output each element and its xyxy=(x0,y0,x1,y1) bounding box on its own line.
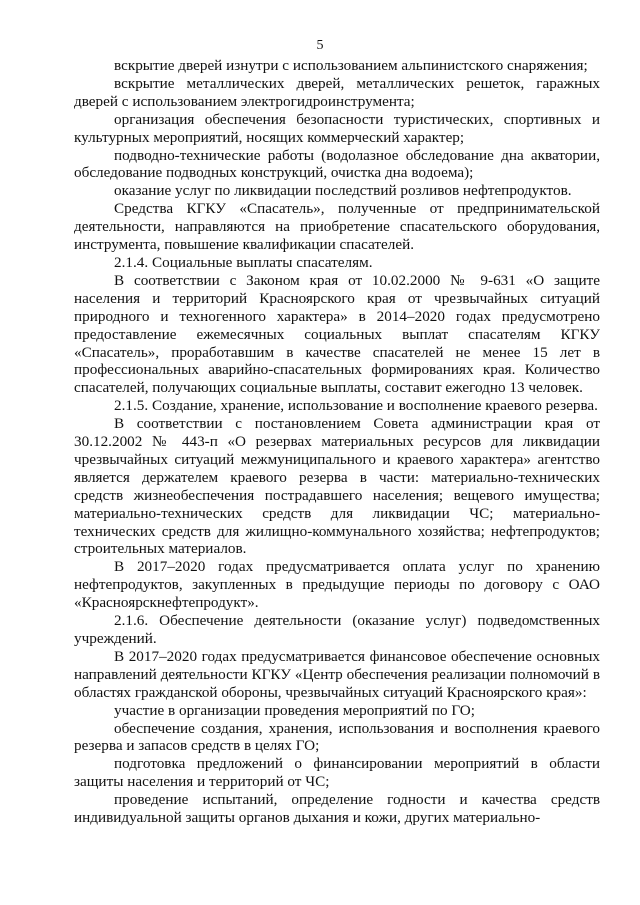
paragraph: вскрытие дверей изнутри с использованием альпинистского снаряжения; xyxy=(114,57,588,74)
section-heading: 2.1.6. Обеспечение деятельности (оказание услуг) подведомственных учреждений. xyxy=(74,612,600,647)
paragraph: организация обеспечения безопасности туристических, спортивных и культурных мероприятий, носящих коммерческий характер; xyxy=(74,110,600,146)
list-item: обеспечение создания, хранения, использования и восполнения краевого резерва и запасов средств в целях ГО; xyxy=(74,719,600,755)
list-item: подготовка предложений о финансировании мероприятий в области защиты населения и территорий от ЧС; xyxy=(74,755,600,791)
paragraph: оказание услуг по ликвидации последствий розливов нефтепродуктов. xyxy=(114,182,572,200)
paragraph: В соответствии с постановлением Совета администрации края от 30.12.2002 № 443-п «О резервах материальных ресурсов для ликвидации чрезвычайных ситуаций межмуниципального и краевого характера» агентство является держателем краевого резерва в части: материально-технических средств жизнеобеспечения пострадавшего населения; вещевого имущества; материально-технических средств для ликвидации ЧС; материально-технических средств для жилищно-коммунального хозяйства; нефтепродуктов; строительных материалов. xyxy=(74,415,600,558)
paragraph: Средства КГКУ «Спасатель», полученные от предпринимательской деятельности, направляются на приобретение спасательского оборудования, инструмента, повышение квалификации спасателей. xyxy=(74,200,600,254)
page-number: 5 xyxy=(316,38,324,53)
list-item: участие в организации проведения мероприятий по ГО; xyxy=(114,701,475,719)
paragraph: подводно-технические работы (водолазное обследование дна акватории, обследование подводных конструкций, очистка дна водоема); xyxy=(74,146,600,182)
section-heading: 2.1.5. Создание, хранение, использование и восполнение краевого резерва. xyxy=(114,397,598,415)
document-body xyxy=(74,57,600,827)
paragraph: В 2017–2020 годах предусматривается оплата услуг по хранению нефтепродуктов, закупленных в предыдущие периоды по договору с ОАО «Красноярскнефтепродукт». xyxy=(74,558,600,612)
list-item: проведение испытаний, определение годности и качества средств индивидуальной защиты органов дыхания и кожи, других материально- xyxy=(74,791,600,827)
paragraph: вскрытие металлических дверей, металлических решеток, гаражных дверей с использованием электрогидроинструмента; xyxy=(74,74,600,110)
paragraph: В 2017–2020 годах предусматривается финансовое обеспечение основных направлений деятельности КГКУ «Центр обеспечения реализации полномочий в областях гражданской обороны, чрезвычайных ситуаций Красноярского края»: xyxy=(74,647,600,701)
section-heading: 2.1.4. Социальные выплаты спасателям. xyxy=(114,253,373,271)
paragraph: В соответствии с Законом края от 10.02.2000 № 9-631 «О защите населения и территорий Красноярского края от чрезвычайных ситуаций природного и техногенного характера» в 2014–2020 годах предусмотрено предоставление ежемесячных социальных выплат спасателям КГКУ «Спасатель», проработавшим в качестве спасателей не менее 15 лет в профессиональных аварийно-спасательных формированиях края. Количество спасателей, получающих социальные выплаты, составит ежегодно 13 человек. xyxy=(74,271,600,397)
